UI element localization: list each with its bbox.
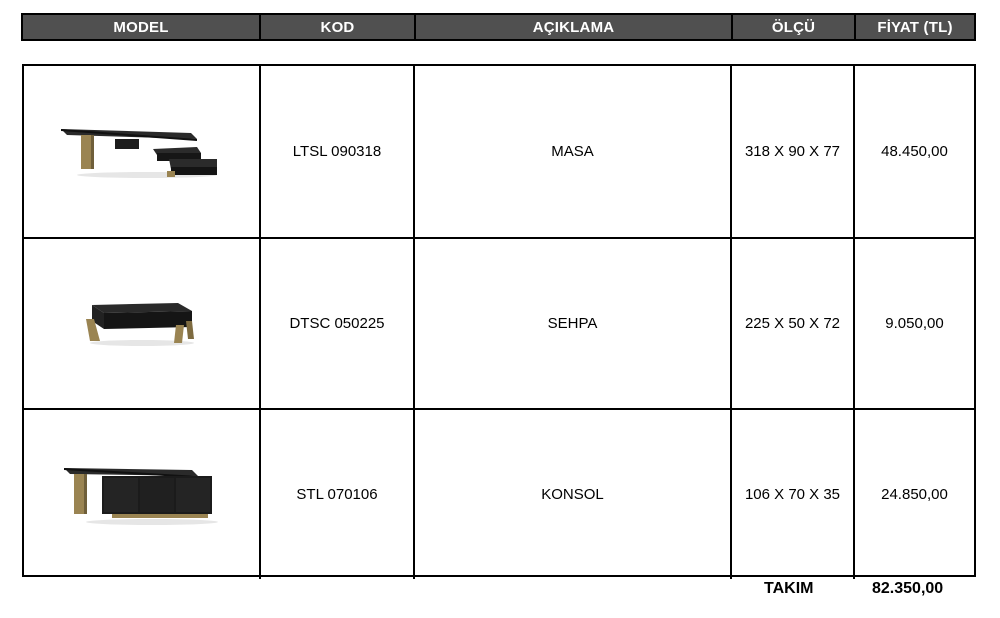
table-row [24,237,974,408]
model-cell [24,66,261,237]
model-cell [24,239,261,408]
aciklama-cell: KONSOL [415,410,732,579]
model-cell [24,410,261,579]
total-label: TAKIM [764,580,814,597]
header-fiyat: FİYAT (TL) [856,15,974,39]
header-model: MODEL [23,15,259,39]
olcu-cell: 106 X 70 X 35 [732,410,855,579]
fiyat-cell: 9.050,00 [885,315,944,332]
fiyat-cell: 24.850,00 [881,486,948,503]
header-olcu: ÖLÇÜ [733,15,854,39]
desk-image [57,117,227,187]
header-kod: KOD [261,15,414,39]
table-row [24,408,974,579]
header-aciklama: AÇIKLAMA [416,15,731,39]
kod-cell: DTSC 050225 [261,239,415,408]
table-row [24,66,974,237]
kod-cell: LTSL 090318 [261,66,415,237]
coffee-table-image [82,299,202,349]
console-image [62,462,222,528]
total-value: 82.350,00 [872,580,944,597]
kod-cell: STL 070106 [261,410,415,579]
aciklama-cell: SEHPA [415,239,732,408]
fiyat-cell: 48.450,00 [881,143,948,160]
product-table [22,64,976,577]
olcu-cell: 225 X 50 X 72 [732,239,855,408]
olcu-cell: 318 X 90 X 77 [732,66,855,237]
table-header [21,13,976,41]
aciklama-cell: MASA [415,66,732,237]
